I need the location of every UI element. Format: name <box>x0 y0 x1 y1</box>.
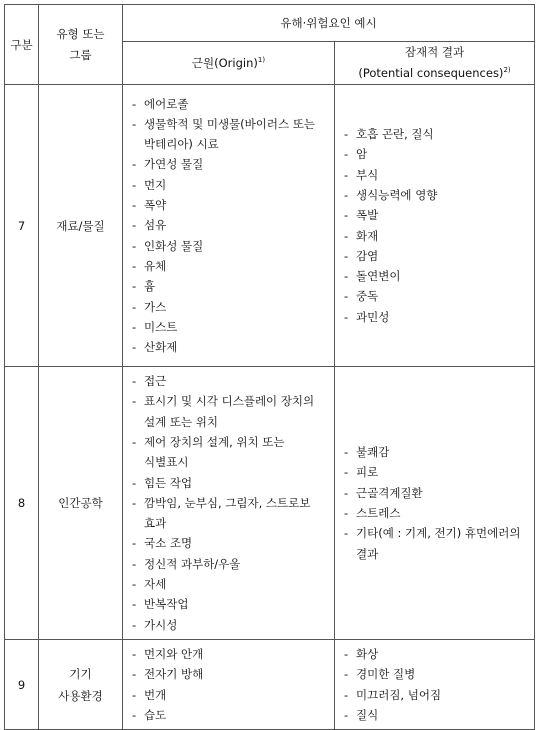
consequences-cell <box>335 640 535 730</box>
list-item-text: - 스트레스 <box>356 506 401 520</box>
header-type-group <box>39 5 123 85</box>
list-item-text: 결과 <box>356 546 379 561</box>
header-type-group-line2: 그룹 <box>69 47 92 62</box>
table-row <box>5 85 535 367</box>
list-item <box>132 195 328 215</box>
list-item <box>132 432 328 473</box>
table-header <box>5 5 535 85</box>
row-number: 9 <box>5 640 39 730</box>
list-item-text: - 질식 <box>356 707 379 722</box>
list-item-text: - 제어 장치의 설계, 위치 또는 <box>144 434 285 449</box>
list-item-text: - 가스 <box>144 299 167 314</box>
list-item <box>132 114 328 155</box>
header-examples-text: 유해·위험요인 예시 <box>280 16 377 30</box>
list-item <box>344 266 528 286</box>
list-item <box>344 144 528 164</box>
list-item <box>344 685 528 705</box>
row-group <box>39 85 123 367</box>
list-item-text: - 번개 <box>144 687 167 702</box>
consequences-cell <box>335 85 535 367</box>
list-item <box>132 215 328 235</box>
header-origin-footnote: 1) <box>257 56 266 65</box>
list-item-text: - 화재 <box>356 228 379 243</box>
list-item <box>132 473 328 493</box>
list-item <box>344 286 528 306</box>
list-item-text: - 힘든 작업 <box>144 475 193 490</box>
list-item-text: - 돌연변이 <box>356 269 401 284</box>
row-group-line: 기기 <box>69 666 92 681</box>
list-item-text: - 전자기 방해 <box>144 667 204 682</box>
list-item <box>344 462 528 482</box>
list-item-text: - 표시기 및 시각 디스플레이 장치의 <box>144 394 315 409</box>
origins-cell <box>123 640 335 730</box>
list-item-text: - 화상 <box>356 647 379 661</box>
list-item-text: - 접근 <box>144 374 167 389</box>
list-item-text: - 중독 <box>356 289 379 304</box>
list-item <box>132 175 328 195</box>
list-item <box>132 256 328 276</box>
row-group <box>39 640 123 730</box>
consequences-cell <box>335 367 535 640</box>
origins-list <box>123 367 334 639</box>
list-item <box>344 165 528 185</box>
list-item-text: - 기타(예 : 기계, 전기) 휴먼에러의 <box>356 526 521 541</box>
list-item-text: - 경미한 질병 <box>356 667 416 682</box>
list-item-text: - 에어로졸 <box>144 96 189 111</box>
list-item-text: 박테리아) 시료 <box>144 137 219 152</box>
header-type-group-line1: 유형 또는 <box>56 26 105 41</box>
origins-list <box>123 90 334 362</box>
list-item <box>344 664 528 684</box>
list-item <box>132 317 328 337</box>
list-item <box>344 705 528 725</box>
list-item-text: - 섬유 <box>144 218 167 233</box>
consequences-list <box>335 120 534 331</box>
consequences-list <box>335 640 534 729</box>
header-origin-text: 근원(Origin) <box>191 56 258 70</box>
list-item <box>132 276 328 296</box>
list-item-text: - 폭발 <box>356 208 379 223</box>
list-item-text: - 생식능력에 영향 <box>356 187 438 202</box>
list-item-text: - 암 <box>356 147 368 162</box>
row-group-line: 인간공학 <box>58 496 103 510</box>
table-row <box>5 367 535 640</box>
header-division-text: 구분 <box>10 37 33 52</box>
list-item <box>344 644 528 664</box>
header-consequences-en-wrap <box>335 63 534 84</box>
header-consequences-footnote: 2) <box>503 66 511 75</box>
list-item <box>132 337 328 357</box>
table-row <box>5 640 535 730</box>
origins-cell <box>123 367 335 640</box>
list-item <box>132 594 328 614</box>
table-body <box>5 85 535 730</box>
row-group-line: 재료/물질 <box>56 218 105 233</box>
header-division <box>5 5 39 85</box>
list-item-text: - 피로 <box>356 465 379 480</box>
list-item <box>132 493 328 534</box>
list-item <box>132 554 328 574</box>
list-item <box>344 307 528 327</box>
list-item-text: - 가시성 <box>144 617 178 632</box>
list-item-text: - 호흡 곤란, 질식 <box>356 127 434 142</box>
list-item <box>132 705 328 725</box>
list-item-text: 효과 <box>144 516 167 531</box>
list-item <box>344 503 528 523</box>
header-origin <box>123 42 335 85</box>
list-item <box>132 391 328 432</box>
consequences-list <box>335 438 534 568</box>
list-item-text: 설계 또는 위치 <box>144 414 218 429</box>
list-item-text: - 먼지와 안개 <box>144 647 204 661</box>
list-item <box>132 664 328 684</box>
list-item-text: - 유체 <box>144 258 167 273</box>
list-item <box>344 523 528 564</box>
list-item <box>344 483 528 503</box>
list-item <box>132 297 328 317</box>
list-item <box>344 205 528 225</box>
list-item-text: - 흄 <box>144 279 156 294</box>
list-item-text: - 국소 조명 <box>144 536 193 551</box>
list-item-text: - 반복작업 <box>144 597 189 612</box>
header-consequences-en: (Potential consequences) <box>358 66 504 80</box>
list-item-text: - 정신적 과부하/우울 <box>144 556 241 571</box>
list-item <box>132 615 328 635</box>
origins-cell <box>123 85 335 367</box>
list-item-text: - 폭약 <box>144 198 167 213</box>
list-item-text: - 근골격계질환 <box>356 485 423 500</box>
list-item <box>344 442 528 462</box>
list-item-text: - 자세 <box>144 577 167 592</box>
list-item-text: - 과민성 <box>356 309 390 324</box>
header-consequences-ko: 잠재적 결과 <box>404 45 465 59</box>
list-item <box>344 226 528 246</box>
list-item <box>132 371 328 391</box>
row-number: 8 <box>5 367 39 640</box>
list-item-text: - 먼지 <box>144 177 167 192</box>
list-item-text: - 부식 <box>356 167 379 182</box>
list-item <box>132 644 328 664</box>
row-group-line: 사용환경 <box>58 688 103 703</box>
origins-list <box>123 640 334 729</box>
list-item <box>344 246 528 266</box>
list-item-text: - 인화성 물질 <box>144 238 204 253</box>
list-item-text: - 생물학적 및 미생물(바이러스 또는 <box>144 116 315 131</box>
list-item <box>132 236 328 256</box>
list-item <box>132 154 328 174</box>
header-consequences <box>335 42 535 85</box>
header-examples <box>123 5 535 42</box>
list-item-text: - 불쾌감 <box>356 445 390 460</box>
list-item <box>132 94 328 114</box>
list-item-text: - 깜박임, 눈부심, 그림자, 스트로보 <box>144 495 311 510</box>
list-item-text: - 미스트 <box>144 319 178 334</box>
list-item-text: - 산화제 <box>144 340 178 355</box>
list-item <box>344 185 528 205</box>
list-item-text: 식별표시 <box>144 455 189 470</box>
row-number: 7 <box>5 85 39 367</box>
hazard-examples-table <box>4 4 535 730</box>
list-item-text: - 미끄러짐, 넘어짐 <box>356 687 442 702</box>
list-item-text: - 감염 <box>356 248 379 263</box>
list-item <box>344 124 528 144</box>
list-item <box>132 533 328 553</box>
row-group <box>39 367 123 640</box>
list-item-text: - 가연성 물질 <box>144 157 204 172</box>
list-item <box>132 685 328 705</box>
list-item-text: - 습도 <box>144 707 167 722</box>
list-item <box>132 574 328 594</box>
